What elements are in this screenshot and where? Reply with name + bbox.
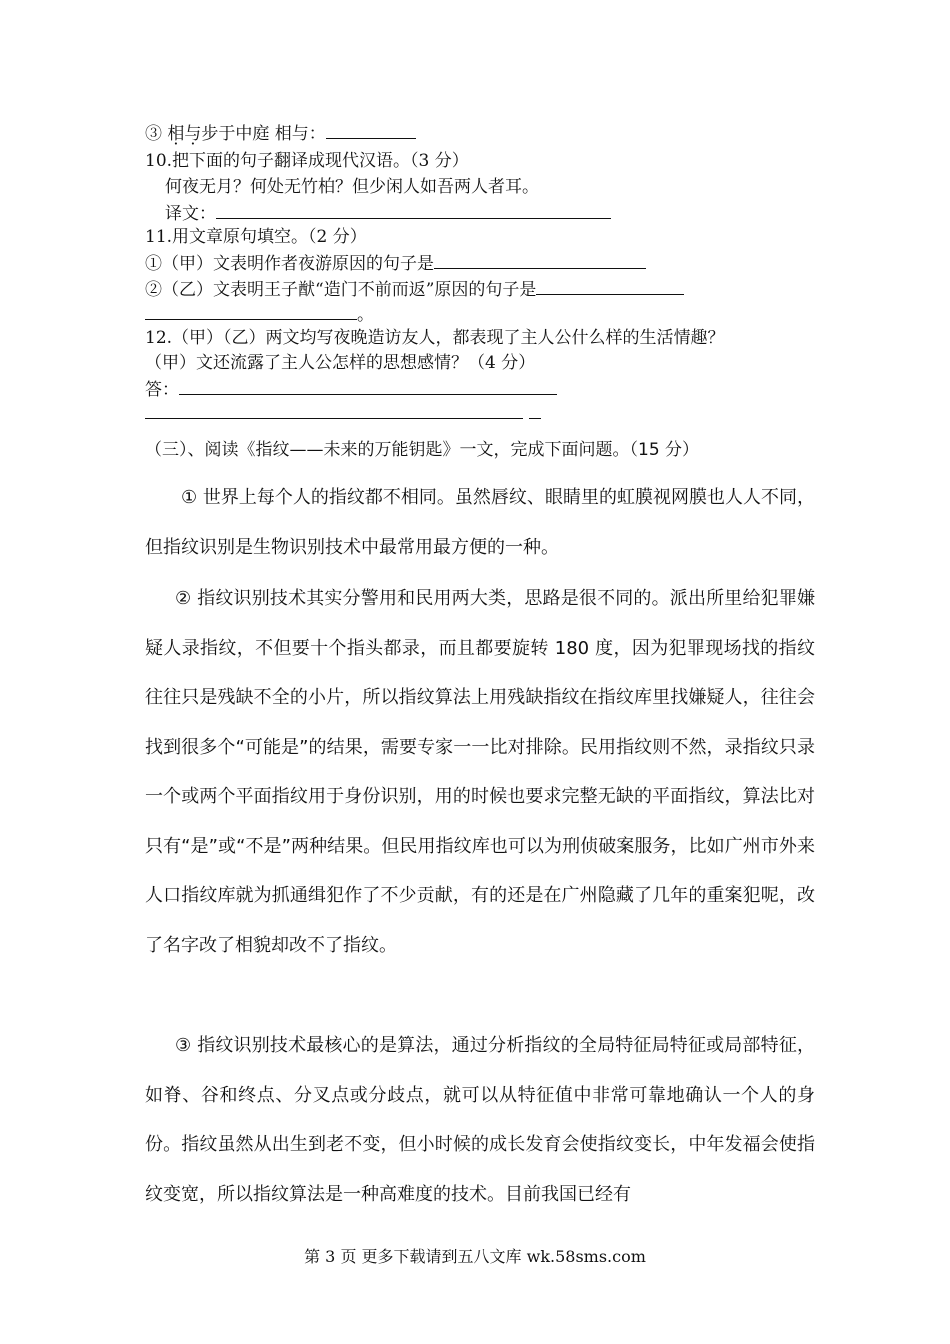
q10-sentence: 何夜无月？何处无竹柏？但少闲人如吾两人者耳。 xyxy=(165,177,539,197)
answer-blank[interactable] xyxy=(529,400,541,419)
q10-answer: 译文： xyxy=(165,200,611,226)
emphasis-char: 与 xyxy=(184,124,202,144)
q10-title: 10.把下面的句子翻译成现代汉语。（3 分） xyxy=(145,151,469,171)
paragraph-1: ① 世界上每个人的指纹都不相同。虽然唇纹、眼睛里的虹膜视网膜也人人不同，但指纹识别是生物识别技术中最常用最方便的一种。 xyxy=(145,487,815,558)
q9-item3: ③ 相与步于中庭 相与： xyxy=(145,120,416,146)
q11-title: 11.用文章原句填空。（2 分） xyxy=(145,227,367,247)
answer-blank[interactable] xyxy=(179,376,557,395)
q12-answer-cont xyxy=(145,400,541,426)
q12-line2: （甲）文还流露了主人公怎样的思想感情？（4 分） xyxy=(145,353,536,373)
answer-blank[interactable] xyxy=(145,400,523,419)
paragraph-2: ② 指纹识别技术其实分警用和民用两大类，思路是很不同的。派出所里给犯罪嫌疑人录指纹，不但要十个指头都录，而且都要旋转 180 度，因为犯罪现场找的指纹往往只是残缺不全的小片，所以指纹算法上用残缺指纹在指纹库里找嫌疑人，往往会找到很多个“可能是”的结果，需要专家一一比对排除。民用指纹则不然，录指纹只录一个或两个平面指纹用于身份识别，用的时候也要求完整无缺的平面指纹，算法比对只有“是”或“不是”两种结果。但民用指纹库也可以为刑侦破案服务，比如广州市外来人口指纹库就为抓通缉犯作了不少贡献，有的还是在广州隐藏了几年的重案犯呢，改了名字改了相貌却改不了指纹。 xyxy=(145,588,815,956)
answer-blank[interactable] xyxy=(145,301,357,320)
q11-item2: ②（乙）文表明王子猷“造门不前而返”原因的句子是 xyxy=(145,276,684,302)
answer-blank[interactable] xyxy=(536,276,684,295)
q12-answer: 答： xyxy=(145,376,557,402)
q11-item1: ①（甲）文表明作者夜游原因的句子是 xyxy=(145,250,646,276)
answer-blank[interactable] xyxy=(434,250,646,269)
paragraph-3: ③ 指纹识别技术最核心的是算法，通过分析指纹的全局特征局特征或局部特征，如脊、谷和终点、分叉点或分歧点，就可以从特征值中非常可靠地确认一个人的身份。指纹虽然从出生到老不变，但小时候的成长发育会使指纹变长，中年发福会使指纹变宽，所以指纹算法是一种高难度的技术。目前我国已经有 xyxy=(145,1035,815,1205)
answer-blank[interactable] xyxy=(326,120,416,139)
q11-item2-cont: 。 xyxy=(145,301,374,327)
q12-line1: 12.（甲）（乙）两文均写夜晚造访友人，都表现了主人公什么样的生活情趣？ xyxy=(145,328,725,348)
answer-blank[interactable] xyxy=(216,200,611,219)
section3-heading: （三）、阅读《指纹——未来的万能钥匙》一文，完成下面问题。（15 分） xyxy=(145,440,700,460)
emphasis-char: 相 xyxy=(167,124,185,144)
page-footer: 第 3 页 更多下载请到五八文库 wk.58sms.com xyxy=(304,1247,646,1266)
